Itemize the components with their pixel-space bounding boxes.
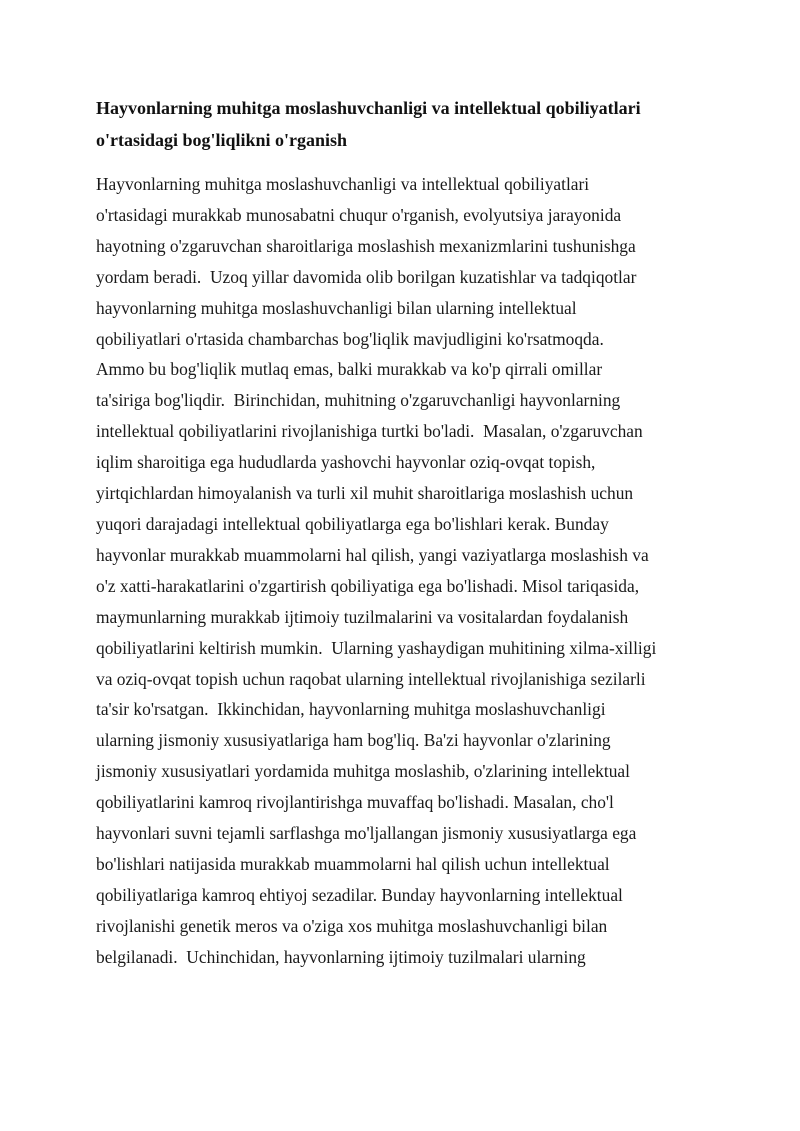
body-line: hayvonlar murakkab muammolarni hal qilish, yangi vaziyatlarga moslashish va: [96, 544, 649, 565]
body-line: hayvonlari suvni tejamli sarflashga mo'ljallangan jismoniy xususiyatlarga ega: [96, 823, 637, 844]
body-line: qobiliyatlariga kamroq ehtiyoj sezadilar. Bunday hayvonlarning intellektual: [96, 884, 623, 905]
body-line: hayvonlarning muhitga moslashuvchanligi bilan ularning intellektual: [96, 297, 577, 318]
body-line: iqlim sharoitiga ega hududlarda yashovchi hayvonlar oziq-ovqat topish,: [96, 452, 596, 473]
body-line: ularning jismoniy xususiyatlariga ham bog'liq. Ba'zi hayvonlar o'zlarining: [96, 730, 611, 751]
body-line: o'z xatti-harakatlarini o'zgartirish qobiliyatiga ega bo'lishadi. Misol tariqasida,: [96, 575, 640, 596]
body-line: maymunlarning murakkab ijtimoiy tuzilmalarini va vositalardan foydalanish: [96, 606, 629, 627]
body-line: rivojlanishi genetik meros va o'ziga xos muhitga moslashuvchanligi bilan: [96, 915, 608, 936]
body-line: Hayvonlarning muhitga moslashuvchanligi va intellektual qobiliyatlari: [96, 174, 590, 194]
title-line: o'rtasidagi bog'liqlikni o'rganish: [96, 130, 348, 150]
body-line: qobiliyatlari o'rtasida chambarchas bog'liqlik mavjudligini ko'rsatmoqda.: [96, 328, 604, 349]
body-line: jismoniy xususiyatlari yordamida muhitga moslashib, o'zlarining intellektual: [96, 761, 630, 782]
body-line: ta'siriga bog'liqdir. Birinchidan, muhitning o'zgaruvchanligi hayvonlarning: [96, 390, 621, 411]
body-line: yuqori darajadagi intellektual qobiliyatlarga ega bo'lishlari kerak. Bunday: [96, 513, 609, 534]
document-title: [96, 92, 736, 156]
body-line: hayotning o'zgaruvchan sharoitlariga moslashish mexanizmlarini tushunishga: [96, 235, 636, 256]
body-line: bo'lishlari natijasida murakkab muammolarni hal qilish uchun intellektual: [96, 853, 610, 874]
body-paragraph: [96, 169, 736, 973]
body-line: yordam beradi. Uzoq yillar davomida olib borilgan kuzatishlar va tadqiqotlar: [96, 266, 637, 287]
body-line: belgilanadi. Uchinchidan, hayvonlarning ijtimoiy tuzilmalari ularning: [96, 946, 586, 967]
title-line: Hayvonlarning muhitga moslashuvchanligi va intellektual qobiliyatlari: [96, 98, 641, 118]
body-line: va oziq-ovqat topish uchun raqobat ularning intellektual rivojlanishiga sezilarli: [96, 668, 646, 689]
body-line: qobiliyatlarini kamroq rivojlantirishga muvaffaq bo'lishadi. Masalan, cho'l: [96, 792, 614, 813]
body-line: qobiliyatlarini keltirish mumkin. Ularning yashaydigan muhitining xilma-xilligi: [96, 637, 657, 658]
body-line: yirtqichlardan himoyalanish va turli xil muhit sharoitlariga moslashish uchun: [96, 483, 634, 504]
body-line: intellektual qobiliyatlarini rivojlanishiga turtki bo'ladi. Masalan, o'zgaruvchan: [96, 421, 643, 442]
body-line: o'rtasidagi murakkab munosabatni chuqur o'rganish, evolyutsiya jarayonida: [96, 204, 622, 225]
body-line: ta'sir ko'rsatgan. Ikkinchidan, hayvonlarning muhitga moslashuvchanligi: [96, 699, 606, 720]
body-line: Ammo bu bog'liqlik mutlaq emas, balki murakkab va ko'p qirrali omillar: [96, 359, 603, 380]
